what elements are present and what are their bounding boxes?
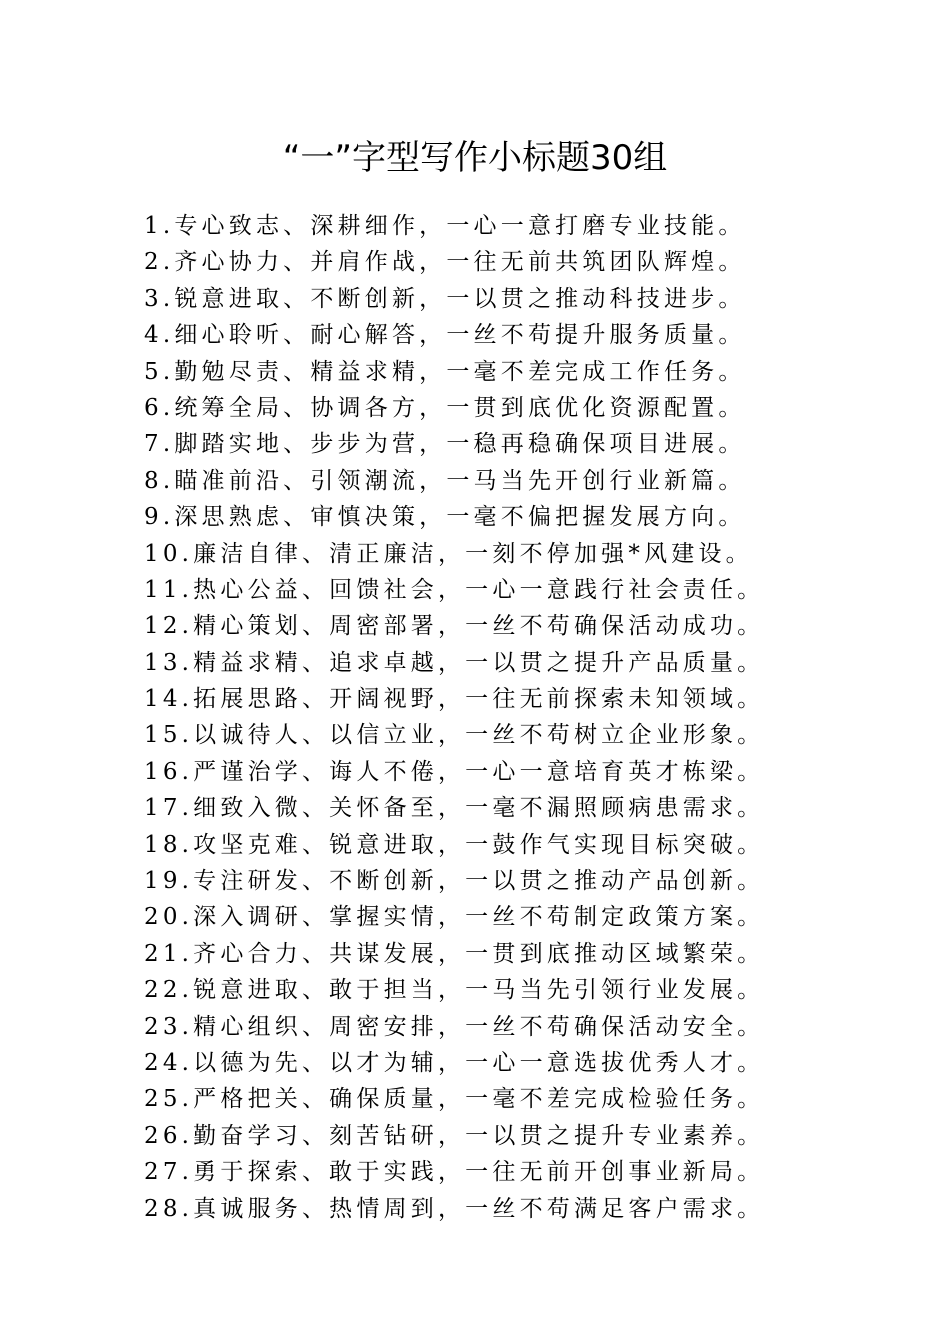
list-item: 18.攻坚克难、锐意进取，一鼓作气实现目标突破。 bbox=[144, 831, 765, 858]
list-item: 15.以诚待人、以信立业，一丝不苟树立企业形象。 bbox=[144, 722, 765, 749]
list-item: 8.瞄准前沿、引领潮流，一马当先开创行业新篇。 bbox=[144, 467, 746, 494]
heading-list bbox=[144, 208, 904, 1227]
list-item: 21.齐心合力、共谋发展，一贯到底推动区域繁荣。 bbox=[144, 940, 765, 967]
list-item: 27.勇于探索、敢于实践，一往无前开创事业新局。 bbox=[144, 1159, 765, 1186]
list-item: 10.廉洁自律、清正廉洁，一刻不停加强*风建设。 bbox=[144, 540, 753, 567]
list-item: 1.专心致志、深耕细作，一心一意打磨专业技能。 bbox=[144, 213, 746, 239]
list-item: 3.锐意进取、不断创新，一以贯之推动科技进步。 bbox=[144, 285, 746, 312]
list-item: 24.以德为先、以才为辅，一心一意选拔优秀人才。 bbox=[144, 1049, 765, 1076]
list-item: 6.统筹全局、协调各方，一贯到底优化资源配置。 bbox=[144, 394, 746, 421]
list-item: 7.脚踏实地、步步为营，一稳再稳确保项目进展。 bbox=[144, 431, 746, 458]
list-item: 2.齐心协力、并肩作战，一往无前共筑团队辉煌。 bbox=[144, 249, 746, 276]
list-item: 16.严谨治学、诲人不倦，一心一意培育英才栋梁。 bbox=[144, 758, 765, 785]
list-item: 5.勤勉尽责、精益求精，一毫不差完成工作任务。 bbox=[144, 358, 746, 385]
list-item: 11.热心公益、回馈社会，一心一意践行社会责任。 bbox=[144, 576, 765, 603]
list-item: 13.精益求精、追求卓越，一以贯之提升产品质量。 bbox=[144, 649, 765, 676]
list-item: 26.勤奋学习、刻苦钻研，一以贯之提升专业素养。 bbox=[144, 1122, 765, 1149]
list-item: 23.精心组织、周密安排，一丝不苟确保活动安全。 bbox=[144, 1013, 765, 1040]
list-item: 17.细致入微、关怀备至，一毫不漏照顾病患需求。 bbox=[144, 795, 765, 822]
list-item: 12.精心策划、周密部署，一丝不苟确保活动成功。 bbox=[144, 613, 765, 640]
list-item: 14.拓展思路、开阔视野，一往无前探索未知领域。 bbox=[144, 686, 765, 713]
document-title: “一”字型写作小标题30组 bbox=[282, 138, 668, 178]
list-item: 19.专注研发、不断创新，一以贯之推动产品创新。 bbox=[144, 868, 765, 895]
list-item: 28.真诚服务、热情周到，一丝不苟满足客户需求。 bbox=[144, 1195, 765, 1222]
list-item: 25.严格把关、确保质量，一毫不差完成检验任务。 bbox=[144, 1086, 765, 1113]
list-item: 9.深思熟虑、审慎决策，一毫不偏把握发展方向。 bbox=[144, 504, 746, 531]
list-item: 20.深入调研、掌握实情，一丝不苟制定政策方案。 bbox=[144, 904, 765, 931]
list-item: 22.锐意进取、敢于担当，一马当先引领行业发展。 bbox=[144, 977, 765, 1004]
list-item: 4.细心聆听、耐心解答，一丝不苟提升服务质量。 bbox=[144, 322, 746, 349]
